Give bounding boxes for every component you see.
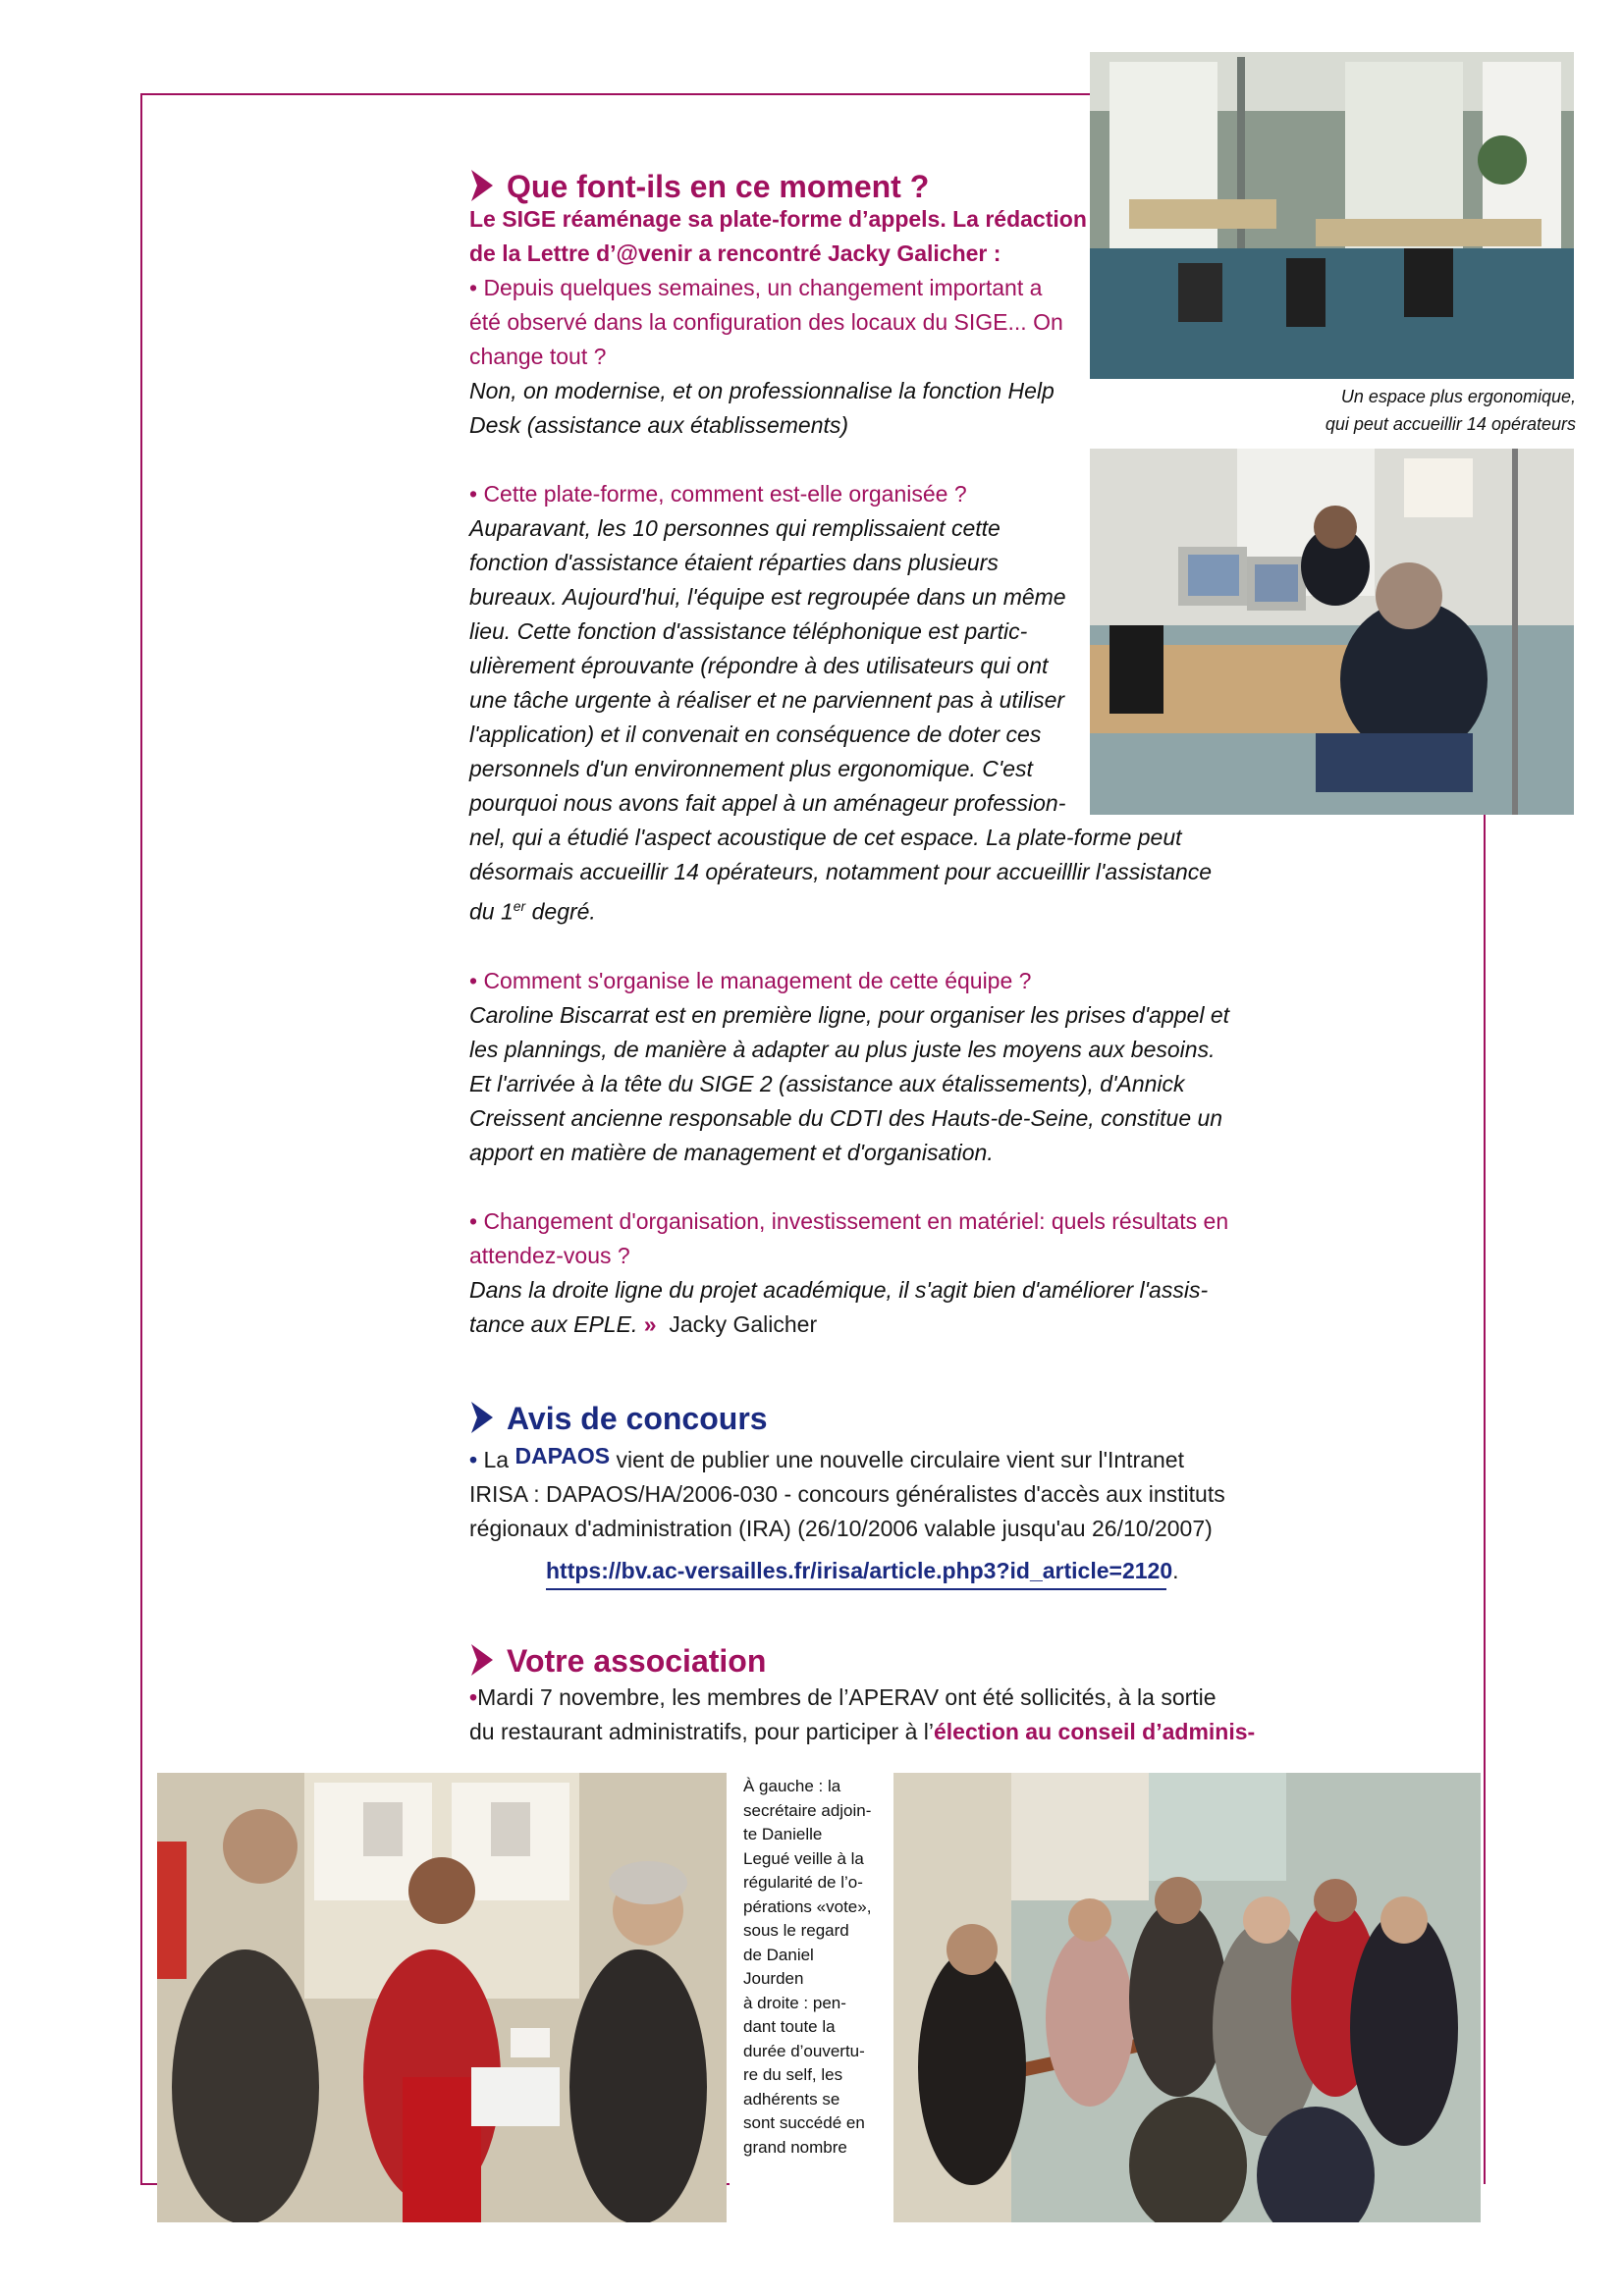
question-line: attendez-vous ? [469, 1242, 630, 1268]
association-line [469, 1715, 1353, 1749]
answer-line: apport en matière de management et d'organisation. [469, 1139, 994, 1165]
answer-line: nel, qui a étudié l'aspect acoustique de cet espace. La plate-forme peut [469, 825, 1182, 850]
dapaos-label: DAPAOS [514, 1443, 611, 1468]
caption-line: Jourden [743, 1969, 804, 1988]
question-line: • Depuis quelques semaines, un changement important a [469, 275, 1043, 300]
answer-line: Non, on modernise, et on professionnalise la fonction Help [469, 378, 1055, 403]
section-title-text: Que font-ils en ce moment ? [507, 169, 930, 204]
vote-photo-left [157, 1773, 727, 2222]
author-name: Jacky Galicher [669, 1310, 818, 1337]
answer-line: bureaux. Aujourd'hui, l'équipe est regroupée dans un même [469, 584, 1066, 610]
answer-line: désormais accueillir 14 opérateurs, notamment pour accueilllir l'assistance [469, 859, 1213, 884]
answer-line [469, 1308, 1353, 1342]
caption-line: sous le regard [743, 1921, 849, 1940]
caption-line: adhérents se [743, 2089, 840, 2109]
section-title-votre-association [469, 1641, 766, 1681]
concours-fragment: vient de publier une nouvelle circulaire vient sur l'Intranet [610, 1447, 1184, 1472]
answer-line: Et l'arrivée à la tête du SIGE 2 (assistance aux étalissements), d'Annick [469, 1070, 1185, 1096]
association-fragment: Mardi 7 novembre, les membres de l’APERAV ont été sollicités, à la sortie [477, 1684, 1217, 1710]
frame-left-line [140, 93, 142, 2184]
caption-line: durée d’ouvertu- [743, 2041, 865, 2060]
vote-photos-caption [743, 1775, 881, 2160]
answer-fragment: du 1 [469, 898, 514, 925]
answer-line: fonction d'assistance étaient réparties dans plusieurs [469, 550, 999, 575]
answer-line: Desk (assistance aux établissements) [469, 412, 849, 438]
section-title-text: Votre association [507, 1643, 767, 1679]
vote-photo-right [893, 1773, 1481, 2222]
bullet: • [469, 1684, 478, 1710]
caption-line: grand nombre [743, 2137, 847, 2157]
frame-top-line [140, 93, 1093, 95]
answer-line: personnels d'un environnement plus ergonomique. C'est [469, 756, 1033, 781]
answer-line: pourquoi nous avons fait appel à un aménageur profession- [469, 790, 1066, 816]
caption-line: à droite : pen- [743, 1993, 846, 2012]
question-line: change tout ? [469, 344, 607, 369]
frame-right-line [1484, 815, 1486, 2184]
question-line: • Changement d'organisation, investissement en matériel: quels résultats en [469, 1207, 1229, 1234]
caption-line: Un espace plus ergonomique, [1340, 387, 1576, 406]
caption-line: de Daniel [743, 1945, 814, 1964]
concours-url-line [546, 1554, 1179, 1590]
caption-line: pérations «vote», [743, 1896, 872, 1916]
caption-line: À gauche : la [743, 1777, 841, 1795]
answer-fragment: degré. [525, 898, 596, 925]
answer-line: les plannings, de manière à adapter au plus juste les moyens aux besoins. [469, 1036, 1216, 1062]
caption-line: sont succédé en [743, 2113, 865, 2132]
question-line: • Comment s'organise le management de cette équipe ? [469, 967, 1032, 993]
question-line: • Cette plate-forme, comment est-elle organisée ? [469, 481, 967, 507]
concours-line: régionaux d'administration (IRA) (26/10/2006 valable jusqu'au 26/10/2007) [469, 1516, 1213, 1541]
caption-line: secrétaire adjoin- [743, 1800, 872, 1820]
section-title-text: Avis de concours [507, 1401, 768, 1436]
concours-link[interactable]: https://bv.ac-versailles.fr/irisa/article.php3?id_article=2120 [546, 1558, 1173, 1583]
answer-fragment: tance aux EPLE. [469, 1310, 638, 1337]
association-fragment: du restaurant administratifs, pour participer à l’ [469, 1719, 934, 1744]
caption-line: re du self, les [743, 2065, 843, 2084]
bullet: • [469, 1447, 478, 1472]
lead-line: de la Lettre d’@venir a rencontré Jacky Galicher : [469, 240, 1001, 266]
url-dot: . [1172, 1558, 1179, 1583]
answer-line: Dans la droite ligne du projet académique, il s'agit bien d'améliorer l'assis- [469, 1276, 1209, 1303]
section-title-avis-de-concours [469, 1399, 768, 1438]
election-link[interactable]: élection au conseil d’adminis- [934, 1719, 1256, 1744]
lead-line: Le SIGE réaménage sa plate-forme d’appels. La rédaction [469, 206, 1087, 232]
closing-quote: » [643, 1310, 657, 1337]
answer-line: ulièrement éprouvante (répondre à des utilisateurs qui ont [469, 653, 1049, 678]
chevron-right-icon [469, 1642, 495, 1678]
question-line: été observé dans la configuration des locaux du SIGE... On [469, 309, 1063, 335]
answer-line: Caroline Biscarrat est en première ligne, pour organiser les prises d'appel et [469, 1001, 1230, 1028]
caption-line: dant toute la [743, 2017, 836, 2036]
section-avis-body [469, 1439, 1353, 1546]
caption-line: te Danielle [743, 1825, 823, 1843]
chevron-right-icon [469, 168, 495, 203]
answer-line: Auparavant, les 10 personnes qui remplissaient cette [469, 515, 1001, 541]
concours-fragment: La [483, 1447, 510, 1472]
chevron-right-icon [469, 1400, 495, 1435]
section-association-body [469, 1681, 1353, 1749]
concours-line [469, 1439, 1353, 1477]
caption-line: régularité de l’o- [743, 1873, 863, 1892]
answer-line: l'application) et il convenait en conséquence de doter ces [469, 721, 1042, 747]
section-title-que-font-ils [469, 167, 929, 206]
answer-line: Creissent ancienne responsable du CDTI des Hauts-de-Seine, constitue un [469, 1104, 1223, 1131]
ordinal-superscript: er [513, 898, 526, 914]
caption-line: qui peut accueillir 14 opérateurs [1325, 414, 1576, 434]
caption-line: Legué veille à la [743, 1848, 864, 1868]
concours-line: IRISA : DAPAOS/HA/2006-030 - concours généralistes d'accès aux instituts [469, 1481, 1225, 1507]
section-que-font-ils-body [469, 202, 1353, 1342]
answer-line [469, 889, 1353, 930]
answer-line: lieu. Cette fonction d'assistance téléphonique est partic- [469, 618, 1028, 644]
association-line [469, 1681, 1353, 1715]
answer-line: une tâche urgente à réaliser et ne parviennent pas à utiliser [469, 687, 1065, 713]
